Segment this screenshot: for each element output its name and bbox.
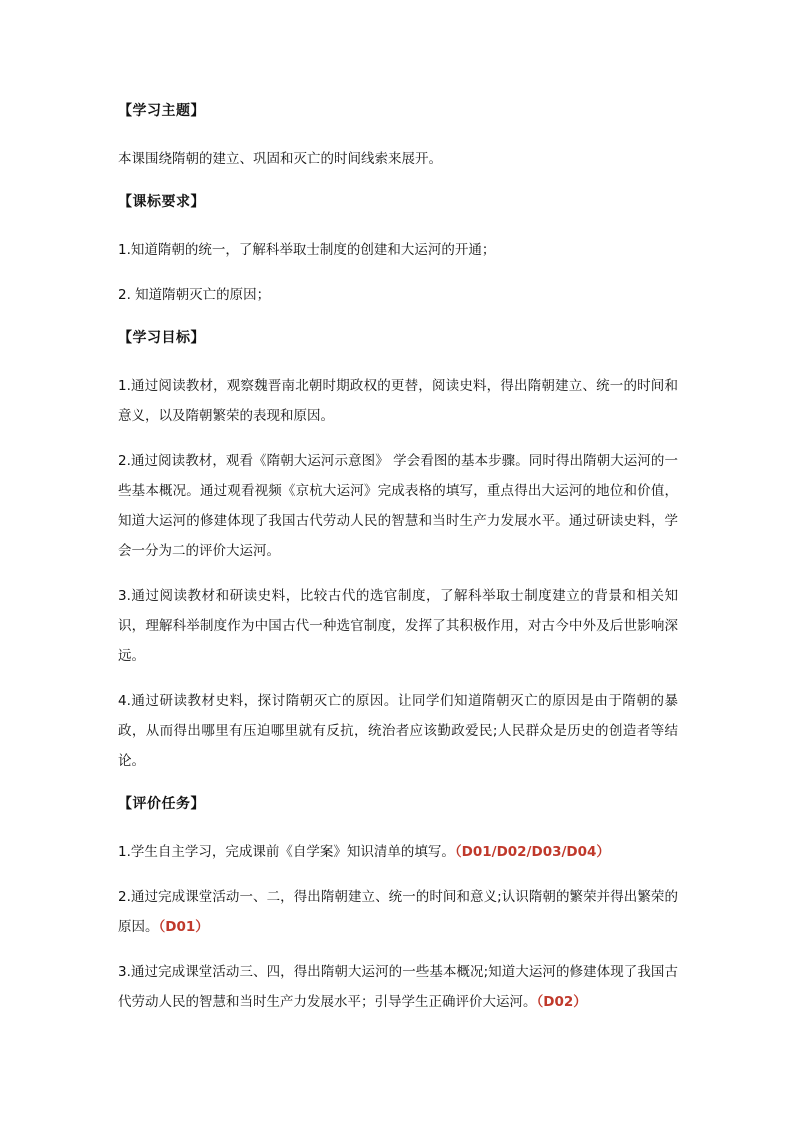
paragraph bbox=[118, 446, 678, 566]
section-assessment-tasks bbox=[118, 791, 678, 1017]
objective-tag: （D02） bbox=[536, 994, 587, 1010]
paragraph bbox=[118, 882, 678, 942]
section-curriculum-requirements bbox=[118, 189, 678, 310]
paragraph bbox=[118, 837, 678, 867]
paragraph-text: 1.通过阅读教材，观察魏晋南北朝时期政权的更替，阅读史料，得出隋朝建立、统一的时间和意义，以及隋朝繁荣的表现和原因。 bbox=[118, 378, 678, 424]
section-learning-objectives bbox=[118, 325, 678, 776]
paragraph-text: 1.学生自主学习，完成课前《自学案》知识清单的填写。 bbox=[118, 844, 455, 860]
paragraph-text: 2. 知道隋朝灭亡的原因； bbox=[118, 287, 271, 303]
paragraph bbox=[118, 957, 678, 1017]
section-heading: 【学习目标】 bbox=[118, 330, 205, 346]
section-study-theme bbox=[118, 98, 678, 174]
paragraph-text: 2.通过完成课堂活动一、二，得出隋朝建立、统一的时间和意义;认识隋朝的繁荣并得出繁荣的原因。 bbox=[118, 889, 678, 935]
paragraph bbox=[118, 235, 678, 265]
paragraph-text: 2.通过阅读教材，观看《隋朝大运河示意图》 学会看图的基本步骤。同时得出隋朝大运河的一些基本概况。通过观看视频《京杭大运河》完成表格的填写，重点得出大运河的地位和价值，知道大运河的修建体现了我国古代劳动人民的智慧和当时生产力发展水平。通过研读史料，学会一分为二的评价大运河。 bbox=[118, 453, 678, 559]
objective-tag: （D01） bbox=[158, 919, 209, 935]
paragraph-text: 3.通过阅读教材和研读史料，比较古代的选官制度，了解科举取士制度建立的背景和相关知识，理解科举制度作为中国古代一种选官制度，发挥了其积极作用，对古今中外及后世影响深远。 bbox=[118, 588, 678, 664]
paragraph-text: 3.通过完成课堂活动三、四，得出隋朝大运河的一些基本概况;知道大运河的修建体现了我国古代劳动人民的智慧和当时生产力发展水平；引导学生正确评价大运河。 bbox=[118, 964, 678, 1010]
document-page bbox=[118, 98, 678, 1032]
section-heading: 【评价任务】 bbox=[118, 796, 205, 812]
paragraph-text: 1.知道隋朝的统一，了解科举取士制度的创建和大运河的开通； bbox=[118, 242, 496, 258]
objective-tag: （D01/D02/D03/D04） bbox=[454, 844, 610, 860]
paragraph bbox=[118, 686, 678, 776]
section-heading: 【课标要求】 bbox=[118, 194, 205, 210]
paragraph bbox=[118, 144, 678, 174]
section-heading: 【学习主题】 bbox=[118, 103, 205, 119]
paragraph bbox=[118, 371, 678, 431]
paragraph bbox=[118, 280, 678, 310]
paragraph-text: 4.通过研读教材史料，探讨隋朝灭亡的原因。让同学们知道隋朝灭亡的原因是由于隋朝的暴政，从而得出哪里有压迫哪里就有反抗，统治者应该勤政爱民;人民群众是历史的创造者等结论。 bbox=[118, 693, 678, 769]
paragraph-text: 本课围绕隋朝的建立、巩固和灭亡的时间线索来展开。 bbox=[118, 151, 442, 167]
paragraph bbox=[118, 581, 678, 671]
